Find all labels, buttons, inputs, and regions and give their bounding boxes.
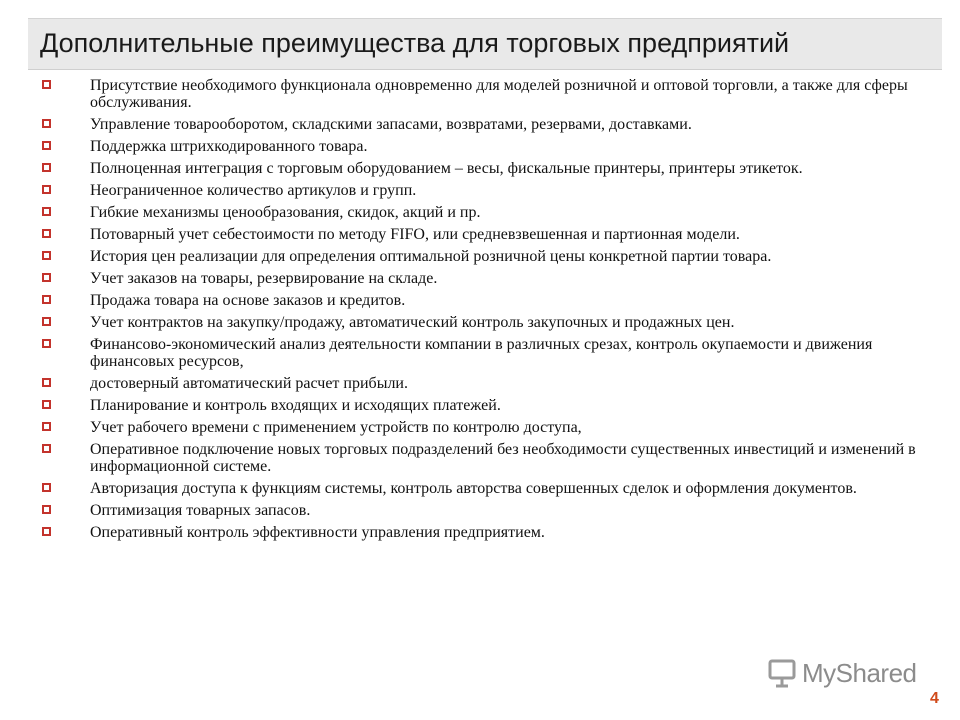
hollow-square-icon bbox=[42, 339, 51, 348]
list-item-text: Потоварный учет себестоимости по методу FIFO, или средневзвешенная и партионная модели. bbox=[90, 226, 740, 243]
title-bar bbox=[28, 18, 942, 70]
watermark-text: MyShared bbox=[802, 657, 917, 688]
hollow-square-icon bbox=[42, 80, 51, 89]
list-item-text: Оперативный контроль эффективности управления предприятием. bbox=[90, 524, 545, 541]
hollow-square-icon bbox=[42, 141, 51, 150]
list-item bbox=[40, 248, 920, 265]
list-item bbox=[40, 524, 920, 541]
list-item-text: Авторизация доступа к функциям системы, контроль авторства совершенных сделок и оформления документов. bbox=[90, 480, 857, 497]
hollow-square-icon bbox=[42, 119, 51, 128]
list-item-text: Учет рабочего времени с применением устройств по контролю доступа, bbox=[90, 419, 582, 436]
hollow-square-icon bbox=[42, 185, 51, 194]
list-item-text: Присутствие необходимого функционала одновременно для моделей розничной и оптовой торговли, а также для сферы обслуживания. bbox=[90, 77, 908, 111]
list-item bbox=[40, 204, 920, 221]
hollow-square-icon bbox=[42, 163, 51, 172]
list-item-text: Гибкие механизмы ценообразования, скидок, акций и пр. bbox=[90, 204, 481, 221]
list-item bbox=[40, 375, 920, 392]
list-item-text: Продажа товара на основе заказов и кредитов. bbox=[90, 292, 406, 309]
watermark-logo[interactable] bbox=[766, 657, 917, 689]
hollow-square-icon bbox=[42, 505, 51, 514]
list-item-text: достоверный автоматический расчет прибыли. bbox=[90, 375, 408, 392]
list-item-text: Оптимизация товарных запасов. bbox=[90, 502, 311, 519]
hollow-square-icon bbox=[42, 527, 51, 536]
list-item-text: Неограниченное количество артикулов и групп. bbox=[90, 182, 417, 199]
hollow-square-icon bbox=[42, 207, 51, 216]
list-item bbox=[40, 441, 920, 475]
list-item bbox=[40, 480, 920, 497]
list-item-text: Управление товарооборотом, складскими запасами, возвратами, резервами, доставками. bbox=[90, 116, 692, 133]
list-item-text: Учет контрактов на закупку/продажу, автоматический контроль закупочных и продажных цен. bbox=[90, 314, 735, 331]
bullet-list bbox=[40, 77, 920, 546]
hollow-square-icon bbox=[42, 422, 51, 431]
list-item bbox=[40, 270, 920, 287]
hollow-square-icon bbox=[42, 251, 51, 260]
list-item bbox=[40, 292, 920, 309]
hollow-square-icon bbox=[42, 400, 51, 409]
hollow-square-icon bbox=[42, 483, 51, 492]
list-item-text: Полноценная интеграция с торговым оборудованием – весы, фискальные принтеры, принтеры этикеток. bbox=[90, 160, 803, 177]
hollow-square-icon bbox=[42, 295, 51, 304]
hollow-square-icon bbox=[42, 378, 51, 387]
presentation-board-icon bbox=[766, 657, 798, 689]
hollow-square-icon bbox=[42, 273, 51, 282]
list-item bbox=[40, 116, 920, 133]
list-item bbox=[40, 226, 920, 243]
list-item bbox=[40, 419, 920, 436]
hollow-square-icon bbox=[42, 444, 51, 453]
list-item bbox=[40, 77, 920, 111]
hollow-square-icon bbox=[42, 229, 51, 238]
list-item-text: Оперативное подключение новых торговых подразделений без необходимости существенных инвестиций и изменений в информационной системе. bbox=[90, 441, 916, 475]
list-item bbox=[40, 314, 920, 331]
hollow-square-icon bbox=[42, 317, 51, 326]
list-item bbox=[40, 182, 920, 199]
page-number: 4 bbox=[930, 690, 939, 707]
list-item bbox=[40, 502, 920, 519]
list-item bbox=[40, 397, 920, 414]
list-item bbox=[40, 160, 920, 177]
list-item-text: История цен реализации для определения оптимальной розничной цены конкретной партии товара. bbox=[90, 248, 772, 265]
list-item-text: Финансово-экономический анализ деятельности компании в различных срезах, контроль окупаемости и движения финансовых ресурсов, bbox=[90, 336, 873, 370]
list-item-text: Планирование и контроль входящих и исходящих платежей. bbox=[90, 397, 501, 414]
list-item bbox=[40, 138, 920, 155]
list-item-text: Учет заказов на товары, резервирование на складе. bbox=[90, 270, 438, 287]
slide-title: Дополнительные преимущества для торговых предприятий bbox=[40, 28, 790, 58]
list-item-text: Поддержка штрихкодированного товара. bbox=[90, 138, 368, 155]
list-item bbox=[40, 336, 920, 370]
